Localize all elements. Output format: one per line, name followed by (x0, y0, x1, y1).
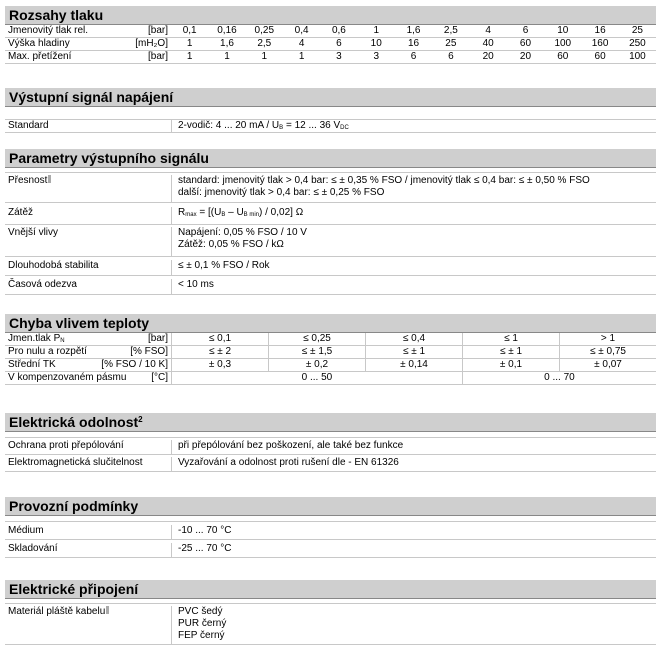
table-row: V kompenzovaném pásmu [°C] 0 ... 50 0 ... 70 (5, 372, 656, 385)
table-row: Skladování -25 ... 70 °C (5, 540, 656, 558)
table-row: Materiál pláště kabelu PVC šedý PUR černý FEP černý (5, 604, 656, 645)
table-cell: 3 (373, 51, 379, 62)
table-row: Standard 2-vodič: 4 ... 20 mA / UB = 12 ... 36 VDC (5, 120, 656, 133)
table-cell: 4 (298, 38, 305, 49)
table-cell: 10 (370, 38, 382, 49)
table-cell: 0,25 (254, 25, 275, 36)
table-cell: 1,6 (220, 38, 234, 49)
table-cell: 0,1 (182, 25, 197, 36)
table-row: Vnější vlivy Napájení: 0,05 % FSO / 10 V Zátěž: 0,05 % FSO / kΩ (5, 225, 656, 257)
table-cell: 2,5 (443, 25, 458, 36)
table-cell: 100 (554, 38, 572, 49)
table-cell: 250 (629, 38, 646, 49)
table-cell: 3 (336, 51, 342, 62)
table-row: Médium -10 ... 70 °C (5, 522, 656, 540)
section-electrical-resistance (5, 413, 656, 472)
table-row: Zátěž Rmax = [(UB – UB min) / 0,02] Ω (5, 203, 656, 225)
table-cell: 4 (485, 25, 491, 36)
table-cell: 160 (591, 38, 609, 49)
table-cell: 6 (336, 38, 342, 49)
table-cell: 60 (594, 51, 606, 62)
section-operating-conditions (5, 497, 656, 558)
table-cell: 6 (448, 51, 454, 62)
table-cell: 10 (557, 25, 569, 36)
table-row: Elektromagnetická slučitelnost Vyzařování a odolnost proti rušení dle - EN 61326 (5, 455, 656, 472)
footnote-marker (48, 175, 51, 183)
table-cell: 20 (482, 51, 494, 62)
ranges-table (5, 25, 656, 64)
section-temperature-error (5, 314, 656, 385)
section-electrical-connection (5, 580, 656, 645)
table-cell: 1 (261, 51, 268, 62)
table-cell: 2,5 (257, 38, 272, 49)
table-cell: 40 (482, 38, 494, 49)
section-title: Chyba vlivem teploty (5, 314, 656, 333)
table-cell: 1 (298, 51, 305, 62)
section-title: Rozsahy tlaku (5, 6, 656, 25)
section-title: Provozní podmínky (5, 497, 656, 516)
table-cell: 6 (410, 51, 417, 62)
table-row: Pro nulu a rozpětí [% FSO] ≤ ± 2 ≤ ± 1,5 ≤ ± 1 ≤ ± 1 ≤ ± 0,75 (5, 346, 656, 359)
table-cell: 60 (519, 38, 532, 49)
footnote-marker (106, 606, 109, 614)
section-title: Parametry výstupního signálu (5, 149, 656, 168)
table-cell: 1 (373, 25, 379, 36)
section-output-params (5, 149, 656, 295)
table-row: Jmen.tlak PN [bar] ≤ 0,1 ≤ 0,25 ≤ 0,4 ≤ 1 > 1 (5, 333, 656, 346)
table-cell: 60 (557, 51, 569, 62)
table-cell: 25 (631, 25, 643, 36)
table-row: Jmenovitý tlak rel. [bar] 0,1 0,16 0,25 0,4 0,6 1 1,6 2,5 4 6 10 16 25 (5, 25, 656, 38)
table-row: Dlouhodobá stabilita ≤ ± 0,1 % FSO / Rok (5, 257, 656, 276)
table-cell: 0,16 (217, 25, 237, 36)
table-row: Střední TK [% FSO / 10 K] ± 0,3 ± 0,2 ± 0,14 ± 0,1 ± 0,07 (5, 359, 656, 372)
table-cell: 6 (522, 25, 529, 36)
table-cell: 0,6 (331, 25, 346, 36)
table-cell: 25 (445, 38, 457, 49)
table-cell: 1 (224, 51, 230, 62)
table-cell: 1 (186, 51, 193, 62)
table-row: Časová odezva < 10 ms (5, 276, 656, 295)
table-cell: 0,4 (294, 25, 309, 36)
table-row: Výška hladiny [mH₂O] 1 1,6 2,5 4 6 10 16 25 40 60 100 160 250 (5, 38, 656, 51)
table-cell: 100 (629, 51, 646, 62)
table-row: Max. přetížení [bar] 1 1 1 1 3 3 6 6 20 20 60 60 100 (5, 51, 656, 64)
table-cell: 1,6 (406, 25, 421, 36)
table-row: Ochrana proti přepólování při přepólování bez poškození, ale také bez funkce (5, 438, 656, 455)
table-cell: 20 (519, 51, 532, 62)
table-cell: 16 (407, 38, 420, 49)
section-output-signal (5, 88, 656, 133)
table-row: Přesnost standard: jmenovitý tlak > 0,4 bar: ≤ ± 0,35 % FSO / jmenovitý tlak ≤ 0,4 bar: ≤ ± 0,50 % FSO další: jmenovitý tlak > 0,4 bar: ≤ ± 0,25 % FSO (5, 173, 656, 203)
section-title: Elektrické připojení (5, 580, 656, 599)
table-cell: 16 (594, 25, 606, 36)
section-pressure-ranges (5, 6, 656, 64)
section-title: Elektrická odolnost$^2$ (5, 413, 656, 432)
section-title: Výstupní signál napájení (5, 88, 656, 107)
table-cell: 1 (186, 38, 193, 49)
